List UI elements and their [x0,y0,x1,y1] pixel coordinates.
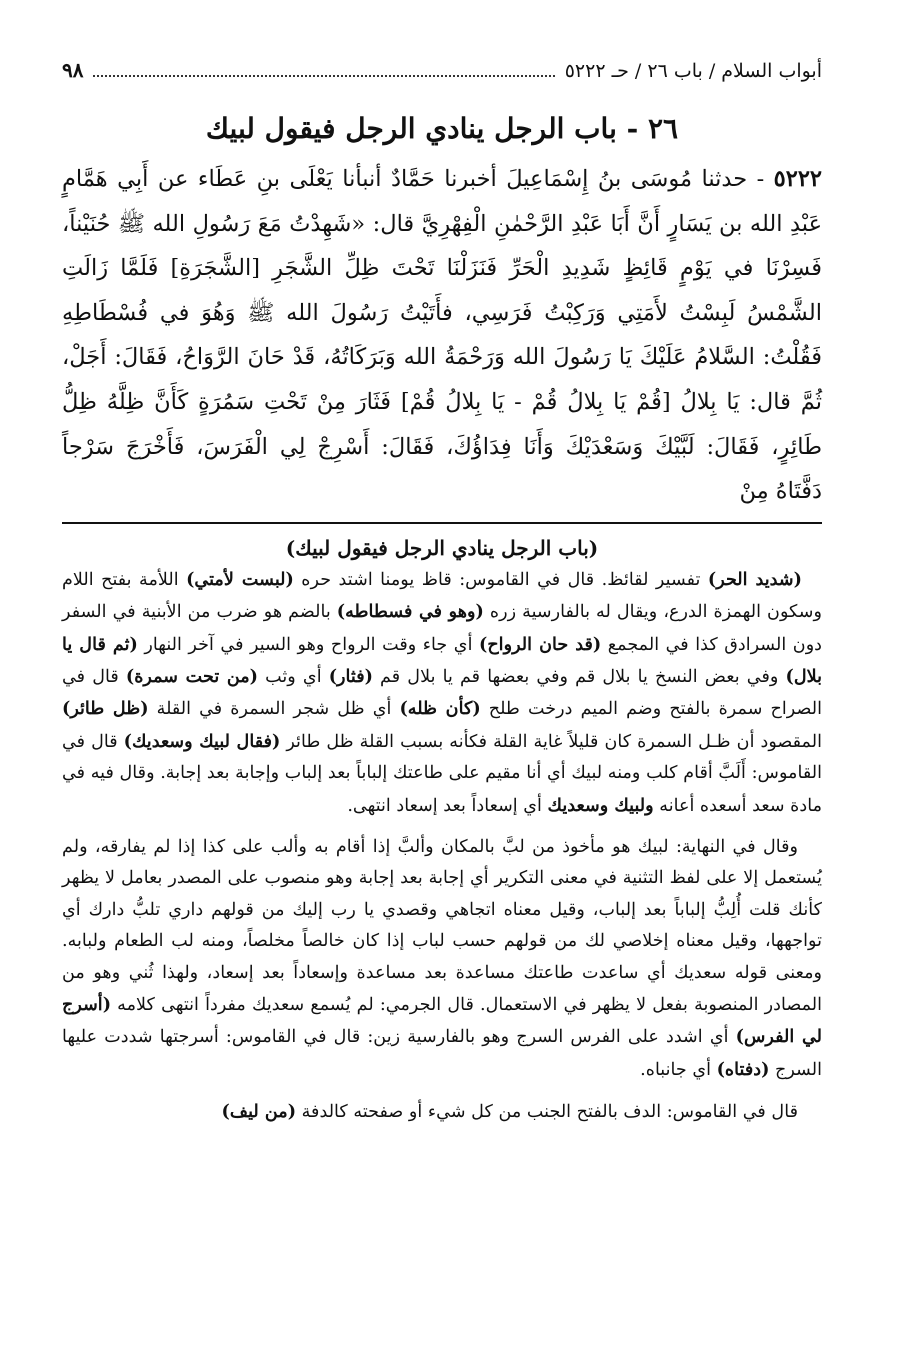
header-dot-leader [93,75,554,77]
hadith-text-block [62,157,822,514]
gloss: قال في الصراح سمرة بالفتح وضم الميم درخت طلح [62,666,822,720]
lemma: (أسرج لي الفرس) [62,994,822,1048]
commentary-paragraph-3 [62,1096,822,1128]
gloss: أي إسعاداً بعد إسعاد انتهى. [347,795,548,816]
page [62,58,822,1135]
gloss: اللأمة بفتح اللام وسكون الهمزة الدرع، ويقال له بالفارسية زره [62,569,823,623]
gloss: وقال في النهاية: لبيك هو مأخوذ من لبَّ بالمكان وألبَّ إذا أقام به وألب على كذا إذا لم يفارقه، ولم يُستعمل إلا على لفظ التثنية في معنى التكرير أي إجابة بعد إجابة وهو منصوب على المصدر بعامل لا يظهر كأنك قلت أُلِبُّ إلباباً بعد إلباب، وقيل معناه اتجاهي وقصدي يا رب إليك من قولهم داري تلبُّ دارك أي تواجهها، وقيل معناه إخلاصي لك من قولهم حسب لباب إذا كان خالصاً مخلصاً، ومنه لب الطعام ولبابه. ومعنى قوله سعديك أي ساعدت طاعتك مساعدة بعد مساعدة وإسعاداً بعد إسعاد، ولهذا ثُني وهو من المصادر المنصوبة بفعل لا يظهر في الاستعمال. قال الجرمي: لم يُسمع سعديك مفرداً انتهى كلامه [62,837,822,1016]
gloss: بالضم هو ضرب من الأبنية في السفر دون السرادق كذا في المجمع [62,602,823,655]
commentary-block [62,564,822,1129]
gloss: تفسير لقائظ. قال في القاموس: قاظ يومنا اشتد حره [293,569,708,590]
lemma: (لبست لأمتي) [186,568,294,590]
lemma: (قد حان الرواح) [479,633,602,655]
gloss: قال في القاموس: أَلَبَّ أقام كلب ومنه لبيك أي أنا مقيم على طاعتك إلباباً بعد إلباب وإجابة بعد إجابة. وقال فيه في مادة سعد أسعده أعانه [62,731,822,816]
gloss: أي اشدد على الفرس السرج وهو بالفارسية زين: قال في القاموس: أسرجتها شددت عليها السرج [62,1027,822,1080]
lemma: (وهو في فسطاطه) [336,601,484,623]
lemma: (كأن ظله) [399,698,481,720]
hadith-paragraph [62,157,822,514]
lemma: (فثار) [328,665,373,687]
commentary-title: (باب الرجل ينادي الرجل فيقول لبيك) [285,535,599,560]
gloss: أي جاء وقت الرواح وهو السير في آخر النهار [137,634,479,655]
lemma: (دفتاه) [716,1058,770,1080]
gloss: أي ظل شجر السمرة في القلة [148,699,400,720]
section-reference: أبواب السلام / باب ٢٦ / حـ ٥٢٢٢ [564,60,822,82]
lemma: (من تحت سمرة) [125,665,259,687]
gloss: المقصود أن ظـل السمرة كان قليلاً غاية القلة فكأنه بسبب القلة ظل طائر [280,731,822,752]
gloss: وفي بعض النسخ يا بلال قم وفي بعضها قم يا بلال قم [372,666,786,687]
gloss: قال في القاموس: الدف بالفتح الجنب من كل شيء أو صفحته كالدفة [296,1102,798,1123]
running-header [62,58,822,92]
lemma: (من ليف) [221,1101,297,1123]
lemma: (شديد الحر) [707,568,802,590]
section-divider [62,522,822,524]
lemma: (ظل طائر) [62,698,149,720]
lemma: (فقال لبيك وسعديك) [123,730,281,752]
hadith-body: - حدثنا مُوسَى بنُ إِسْمَاعِيلَ أخبرنا حَمَّادٌ أنبأنا يَعْلَى بنِ عَطَاء عن أَبِي هَمَّامٍ عَبْدِ الله بن يَسَارٍ أَنَّ أَبَا عَبْدِ الرَّحْمٰنِ الْفِهْرِيَّ قال: «شَهِدْتُ مَعَ رَسُولِ الله ﷺ حُنَيْناً، فَسِرْنَا في يَوْمٍ قَائِظٍ شَدِيدِ الْحَرِّ فَنَزَلْنَا تَحْتَ ظِلِّ الشَّجَرِ [الشَّجَرَةِ] فَلَمَّا زَالَتِ الشَّمْسُ لَبِسْتُ لأَمَتِي وَرَكِبْتُ فَرَسِي، فأَتَيْتُ رَسُولَ الله ﷺ وَهُوَ في فُسْطَاطِهِ فَقُلْتُ: السَّلامُ عَلَيْكَ يَا رَسُولَ الله وَرَحْمَةُ الله وَبَرَكَاتُهُ، قَدْ حَانَ الرَّوَاحُ، فَقَالَ: أَجَلْ، ثُمَّ قال: يَا بِلالُ [قُمْ يَا بِلالُ قُمْ - يَا بِلالُ قُمْ] فَثَارَ مِنْ تَحْتِ سَمُرَةٍ كَأَنَّ ظِلَّهُ ظِلُّ طَائِرٍ، فَقَالَ: لَبَّيْكَ وَسَعْدَيْكَ وَأَنَا فِدَاؤُكَ، فَقَالَ: أَسْرِجْ لِي الْفَرَسَ، فَأَخْرَجَ سَرْجاً دَفَّتَاهُ مِنْ [62,166,822,505]
lemma: (ثم قال يا بلال) [62,633,823,687]
lemma: ولبيك وسعديك [547,794,654,816]
commentary-paragraph-1 [62,564,822,822]
gloss: أي جانباه. [640,1059,717,1080]
gloss: أي وثب [258,666,329,687]
page-number: ٩٨ [62,58,84,82]
commentary-paragraph-2 [62,832,822,1086]
chapter-title: ٢٦ - باب الرجل ينادي الرجل فيقول لبيك [205,112,679,145]
hadith-number: ٥٢٢٢ [773,166,822,192]
